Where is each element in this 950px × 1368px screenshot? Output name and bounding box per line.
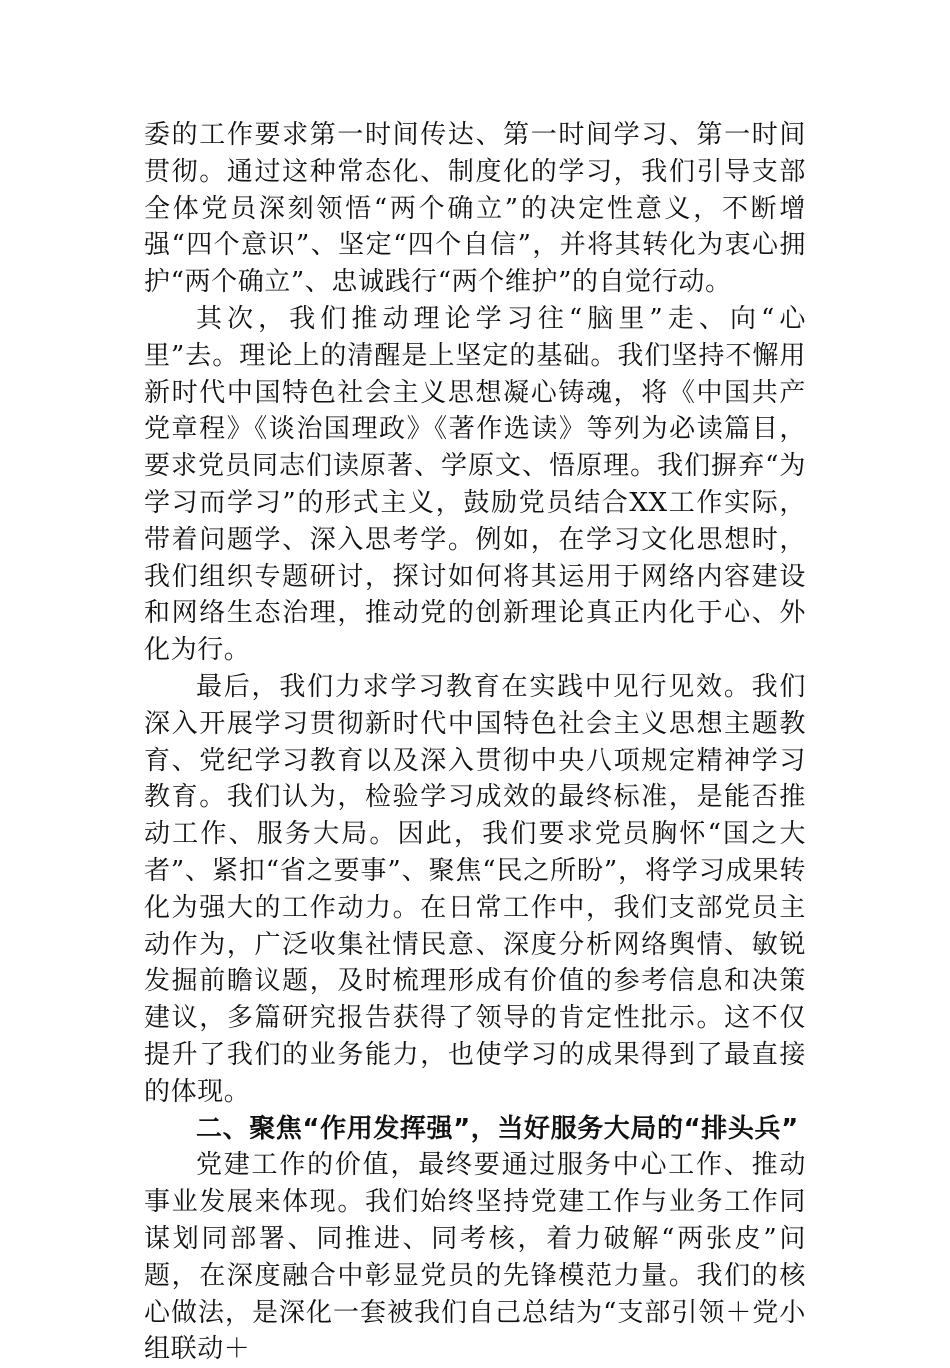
paragraph-continuation: 委的工作要求第一时间传达、第一时间学习、第一时间贯彻。通过这种常态化、制度化的学习，我们引导支部全体党员深刻领悟“两个确立”的决定性意义，不断增强“四个意识”、坚定“四个自信”，并将其转化为衷心拥护“两个确立”、忠诚践行“两个维护”的自觉行动。 <box>144 120 806 298</box>
paragraph-party-building-value: 党建工作的价值，最终要通过服务中心工作、推动事业发展来体现。我们始终坚持党建工作与业务工作同谋划同部署、同推进、同考核，着力破解“两张皮”问题，在深度融合中彰显党员的先锋模范力量。我们的核心做法，是深化一套被我们自己总结为“支部引领＋党小组联动＋ <box>144 1150 806 1365</box>
paragraph-practice-results: 最后，我们力求学习教育在实践中见行见效。我们深入开展学习贯彻新时代中国特色社会主义思想主题教育、党纪学习教育以及深入贯彻中央八项规定精神学习教育。我们认为，检验学习成效的最终标准，是能否推动工作、服务大局。因此，我们要求党员胸怀“国之大者”、紧扣“省之要事”、聚焦“民之所盼”，将学习成果转化为强大的工作动力。在日常工作中，我们支部党员主动作为，广泛收集社情民意、深度分析网络舆情、敏锐发掘前瞻议题，及时梳理形成有价值的参考信息和决策建议，多篇研究报告获得了领导的肯定性批示。这不仅提升了我们的业务能力，也使学习的成果得到了最直接的体现。 <box>144 671 806 1107</box>
document-body <box>144 117 806 1368</box>
section-heading-2: 二、聚焦“作用发挥强”，当好服务大局的“排头兵” <box>196 1113 799 1144</box>
paragraph-theory-study: 其次，我们推动理论学习往“脑里”走、向“心里”去。理论上的清醒是上坚定的基础。我们坚持不懈用新时代中国特色社会主义思想凝心铸魂，将《中国共产党章程》《谈治国理政》《著作选读》等列为必读篇目，要求党员同志们读原著、学原文、悟原理。我们摒弃“为学习而学习”的形式主义，鼓励党员结合XX工作实际，带着问题学、深入思考学。例如，在学习文化思想时，我们组织专题研讨，探讨如何将其运用于网络内容建设和网络生态治理，推动党的创新理论真正内化于心、外化为行。 <box>144 303 806 666</box>
